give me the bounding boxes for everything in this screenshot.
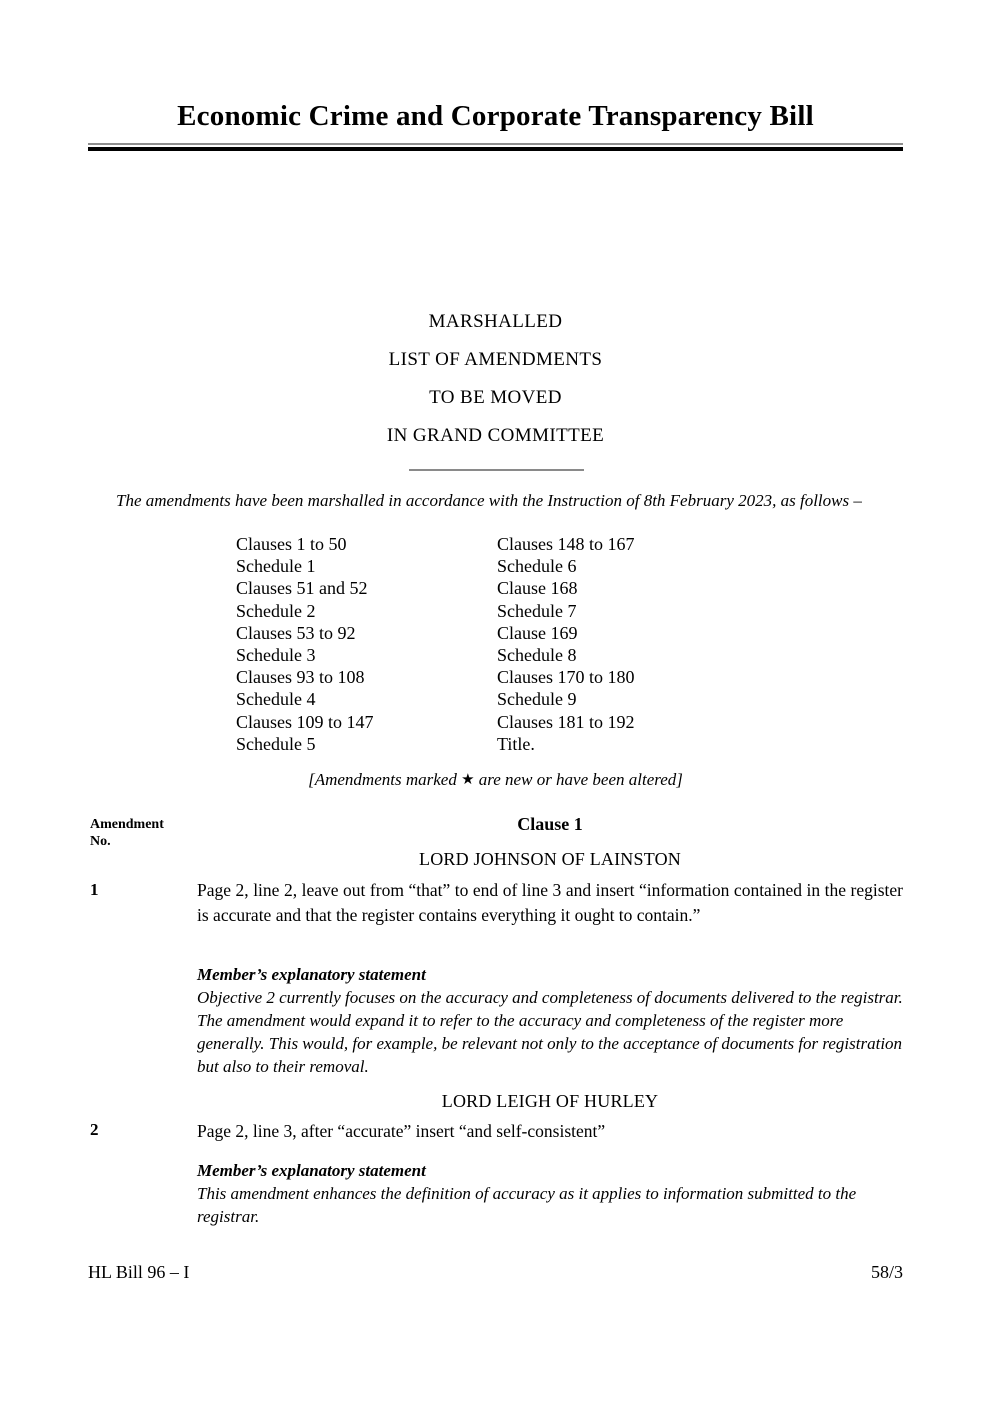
- list-item: Schedule 5: [236, 733, 316, 754]
- heading-line-to-be-moved: TO BE MOVED: [429, 387, 562, 408]
- heading-line-list-of-amendments: LIST OF AMENDMENTS: [388, 349, 603, 370]
- list-item: Schedule 9: [497, 689, 577, 710]
- list-item: Schedule 6: [497, 556, 577, 577]
- amendment-mover-2: LORD LEIGH OF HURLEY: [441, 1091, 659, 1111]
- list-item: Title.: [497, 733, 535, 754]
- list-item: Clauses 181 to 192: [497, 711, 635, 732]
- list-item: Clauses 170 to 180: [497, 667, 635, 688]
- list-item: Clauses 51 and 52: [236, 578, 368, 599]
- list-item: Schedule 8: [497, 645, 577, 666]
- heading-lines: [88, 303, 903, 455]
- list-item: Clauses 148 to 167: [497, 534, 635, 554]
- list-item: Clauses 53 to 92: [236, 622, 356, 643]
- list-item: Schedule 7: [497, 600, 577, 621]
- amendment-number-2: 2: [90, 1120, 99, 1139]
- explanatory-statement-text-2: This amendment enhances the definition of accuracy as it applies to information submitted to the registrar.: [197, 1184, 857, 1226]
- instruction-paragraph: The amendments have been marshalled in accordance with the Instruction of 8th February 2023, as follows –: [116, 491, 862, 510]
- star-note-before-text: Amendments marked: [314, 770, 462, 789]
- star-note-open-bracket: [: [308, 770, 315, 789]
- list-item: Schedule 4: [236, 689, 316, 710]
- star-note: [88, 770, 903, 790]
- explanatory-statement-text-1: Objective 2 currently focuses on the accuracy and completeness of documents delivered to the registrar. The amendment would expand it to refer to the accuracy and completeness of the register more generally. This would, for example, be relevant not only to the acceptance of documents for registration but also to their removal.: [197, 988, 903, 1076]
- amendment-mover-1: LORD JOHNSON OF LAINSTON: [419, 849, 681, 869]
- title-rule-thin: [88, 143, 903, 145]
- list-item: Schedule 2: [236, 600, 316, 621]
- list-item: Schedule 3: [236, 645, 316, 666]
- page-footer: [88, 1262, 903, 1283]
- heading-line-in-grand-committee: IN GRAND COMMITTEE: [386, 425, 605, 446]
- amendment-no-header: [90, 816, 200, 850]
- explanatory-statement-title-2: Member’s explanatory statement: [197, 1161, 426, 1180]
- amendment-text-2: Page 2, line 3, after “accurate” insert “and self-consistent”: [197, 1121, 606, 1141]
- list-item: Schedule 1: [236, 556, 316, 577]
- page-title: Economic Crime and Corporate Transparency Bill: [177, 100, 814, 132]
- list-item: Clauses 1 to 50: [236, 534, 347, 554]
- clause-heading: Clause 1: [517, 814, 583, 834]
- footer-bill-number: HL Bill 96 – I: [88, 1262, 190, 1282]
- explanatory-statement-1: [197, 963, 903, 1078]
- amendment-no-header-line2: No.: [90, 834, 111, 849]
- footer-page-number: 58/3: [870, 1262, 903, 1282]
- star-note-after-text: are new or have been altered: [474, 770, 677, 789]
- list-item: Clause 169: [497, 622, 578, 643]
- heading-line-marshalled: MARSHALLED: [428, 311, 563, 332]
- explanatory-statement-title-1: Member’s explanatory statement: [197, 965, 426, 984]
- star-note-close-bracket: ]: [676, 770, 683, 789]
- star-icon: ★: [461, 772, 475, 788]
- amendment-number-1: 1: [90, 880, 99, 899]
- title-rule-thick: [88, 147, 903, 151]
- amendment-text-1: Page 2, line 2, leave out from “that” to end of line 3 and insert “information contained in the register is accurate and that the register contains everything it ought to contain.”: [197, 880, 903, 925]
- clause-list-left-column: [236, 533, 497, 755]
- amendment-no-header-line1: Amendment: [90, 817, 164, 832]
- list-item: Clauses 109 to 147: [236, 711, 374, 732]
- explanatory-statement-2: [197, 1159, 903, 1228]
- list-item: Clause 168: [497, 578, 578, 599]
- title-block: [88, 100, 903, 151]
- section-divider-rule: [409, 469, 584, 471]
- clause-list: [236, 533, 796, 755]
- clause-list-right-column: [497, 533, 758, 755]
- list-item: Clauses 93 to 108: [236, 667, 365, 688]
